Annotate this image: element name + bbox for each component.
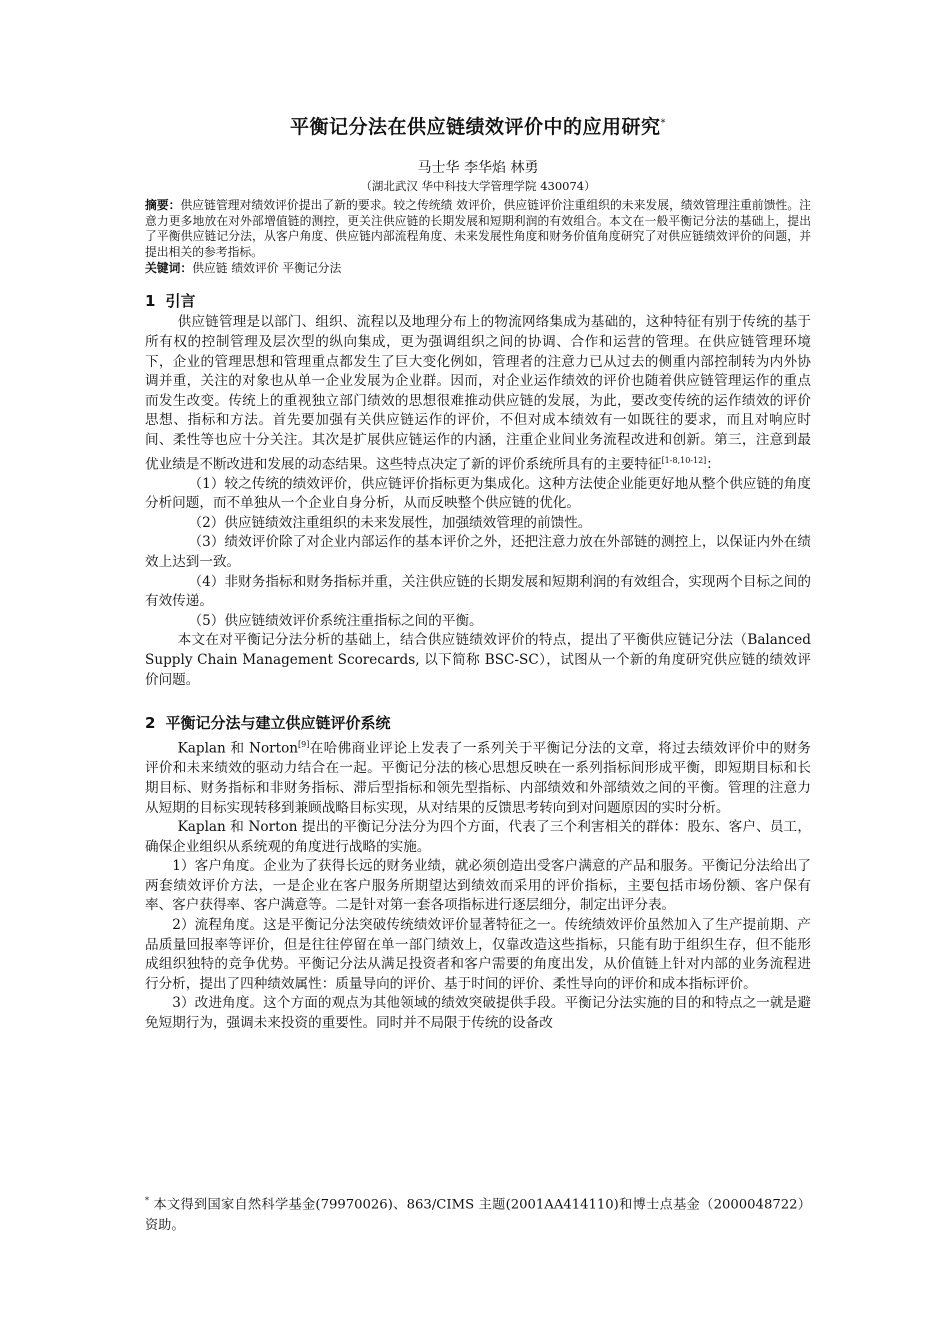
citation: [9] <box>298 740 310 750</box>
paragraph: 供应链管理是以部门、组织、流程以及地理分布上的物流网络集成为基础的，这种特征有别于传统的基于所有权的控制管理及层次型的纵向集成，更为强调组织之间的协调、合作和运营的管理。在供应链管理环境下，企业的管理思想和管理重点都发生了巨大变化例如，管理者的注意力已从过去的侧重内部控制转为内外协调并重，关注的对象也从单一企业发展为企业群。因而，对企业运作绩效的评价也随着供应链管理运作的重点而发生改变。传统上的重视独立部门绩效的思想很难推动供应链的发展，为此，要改变传统的运作绩效的评价思想、指标和方法。首先要加强有关供应链运作的评价，不但对成本绩效有一如既往的要求，而且对响应时间、柔性等也应十分关注。其次是扩展供应链运作的内涵，注重企业间业务流程改进和创新。第三，注意到最优业绩是不断改进和发展的动态结果。这些特点决定了新的评价系统所具有的主要特征[1-8,10-12]： <box>145 314 811 473</box>
paragraph: Kaplan 和 Norton[9]在哈佛商业评论上发表了一系列关于平衡记分法的文章，将过去绩效评价中的财务评价和未来绩效的驱动力结合在一起。平衡记分法的核心思想反映在一系列指标间形成平衡，即短期目标和长期目标、财务指标和非财务指标、滞后型指标和领先型指标、内部绩效和外部绩效之间的平衡。管理的注意力从短期的目标实现转移到兼顾战略目标实现，从对结果的反馈思考转向到对问题原因的实时分析。 <box>145 740 811 816</box>
abstract <box>145 198 811 260</box>
paragraph: Kaplan 和 Norton 提出的平衡记分法分为四个方面，代表了三个利害相关的群体：股东、客户、员工，确保企业组织从系统观的角度进行战略的实施。 <box>145 819 811 855</box>
citation: [1-8,10-12] <box>661 455 707 465</box>
list-item: （5）供应链绩效评价系统注重指标之间的平衡。 <box>188 612 483 629</box>
paragraph: 2）流程角度。这是平衡记分法突破传统绩效评价显著特征之一。传统绩效评价虽然加入了生产提前期、产品质量回报率等评价，但是往往停留在单一部门绩效上，仅靠改造这些指标，只能有助于组织生存，但不能形成组织独特的竞争优势。平衡记分法从满足投资者和客户需要的角度出发，从价值链上针对内部的业务流程进行分析，提出了四种绩效属性：质量导向的评价、基于时间的评价、柔性导向的评价和成本指标评价。 <box>145 917 811 992</box>
abstract-label: 摘要： <box>145 198 181 212</box>
footnote <box>145 1190 811 1236</box>
list-item: （1）较之传统的绩效评价，供应链评价指标更为集成化。这种方法使企业能更好地从整个供应链的角度分析问题，而不单独从一个企业自身分析，从而反映整个供应链的优化。 <box>145 475 811 512</box>
paper-page <box>145 112 811 1034</box>
keywords-label: 关键词： <box>145 261 193 276</box>
affiliation: （湖北武汉 华中科技大学管理学院 430074） <box>360 179 596 193</box>
footnote-text: 本文得到国家自然科学基金(79970026)、863/CIMS 主题(2001AA414110)和博士点基金（2000048722）资助。 <box>145 1197 811 1234</box>
list-item: （3）绩效评价除了对企业内部运作的基本评价之外，还把注意力放在外部链的测控上，以保证内外在绩效上达到一致。 <box>145 534 811 571</box>
section-heading-1: 1 引言 <box>145 292 196 311</box>
paragraph: 1）客户角度。企业为了获得长远的财务业绩，就必须创造出受客户满意的产品和服务。平衡记分法给出了两套绩效评价方法，一是企业在客户服务所期望达到绩效而采用的评价指标，主要包括市场份额、客户保有率、客户获得率、客户满意等。二是针对第一套各项指标进行逐层细分，制定出评分表。 <box>145 858 811 914</box>
paragraph: 本文在对平衡记分法分析的基础上，结合供应链绩效评价的特点，提出了平衡供应链记分法（Balanced Supply Chain Management Scorecards, 以下简称 BSC-SC），试图从一个新的角度研究供应链的绩效评价问题。 <box>145 632 811 688</box>
keywords-text: 供应链 绩效评价 平衡记分法 <box>192 261 342 276</box>
keywords <box>145 260 811 276</box>
list-item: （2）供应链绩效注重组织的未来发展性，加强绩效管理的前馈性。 <box>188 514 592 531</box>
paragraph: 3）改进角度。这个方面的观点为其他领域的绩效突破提供手段。平衡记分法实施的目的和特点之一就是避免短期行为，强调未来投资的重要性。同时并不局限于传统的设备改 <box>145 995 811 1032</box>
abstract-text: 供应链管理对绩效评价提出了新的要求。较之传统绩 效评价，供应链评价注重组织的未来发展，绩效管理注重前馈性。注意力更多地放在对外部增值链的测控，更关注供应链的长期发展和短期利润的有效组合。本文在一般平衡记分法的基础上，提出了平衡供应链记分法，从客户角度、供应链内部流程角度、未来发展性角度和财务价值角度研究了对供应链绩效评价的问题，并提出相关的参考指标。 <box>145 198 811 259</box>
list-item: （4）非财务指标和财务指标并重，关注供应链的长期发展和短期利润的有效组合，实现两个目标之间的有效传递。 <box>145 573 811 610</box>
section-heading-2: 2 平衡记分法与建立供应链评价系统 <box>145 714 391 733</box>
paper-title: 平衡记分法在供应链绩效评价中的应用研究* <box>289 116 666 138</box>
title-footnote-mark: * <box>660 117 666 129</box>
footnote-mark: * <box>145 1196 149 1205</box>
author-list: 马士华 李华焰 林勇 <box>417 160 539 176</box>
